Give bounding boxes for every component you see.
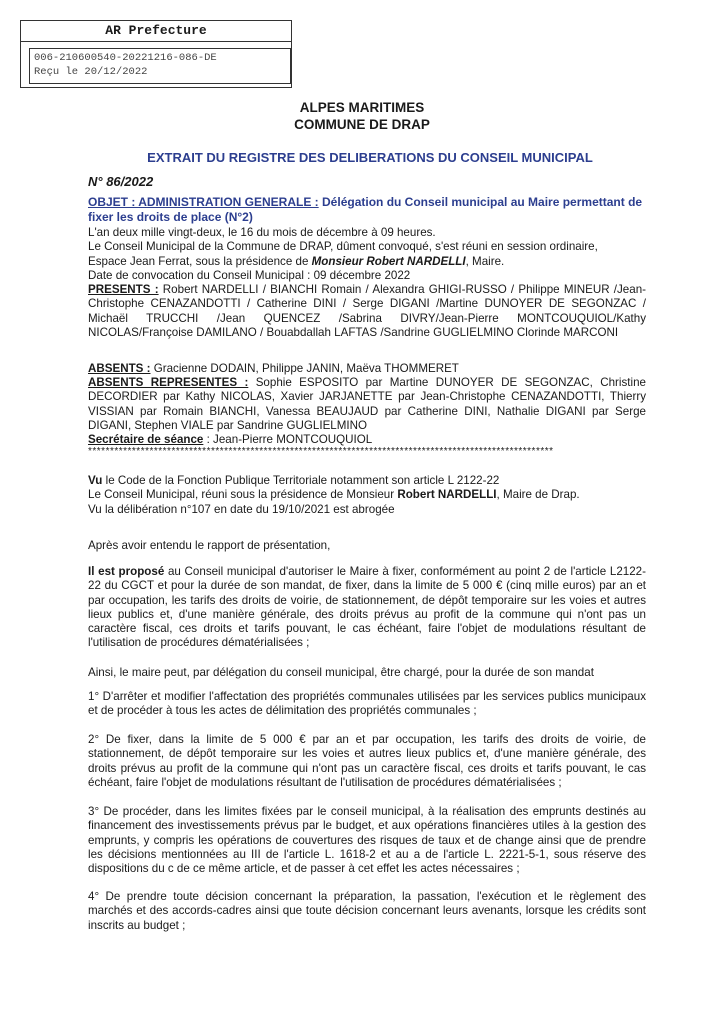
vu-line-1 (88, 474, 646, 488)
absents-block (88, 362, 646, 376)
council-line-1: Le Conseil Municipal de la Commune de DRAP, dûment convoqué, s'est réuni en session ordinaire, (88, 240, 598, 254)
proposal-lead: Il est proposé (88, 565, 165, 578)
absents-representes-block (88, 376, 646, 433)
vu-line-1-text: le Code de la Fonction Publique Territoriale notamment son article L 2122-22 (102, 474, 500, 487)
deliberation-number: N° 86/2022 (88, 174, 154, 189)
vu-block (88, 474, 646, 517)
commune-heading: COMMUNE DE DRAP (294, 117, 430, 132)
stamp-reference: 006-210600540-20221216-086-DE (34, 52, 217, 64)
document-title: EXTRAIT DU REGISTRE DES DELIBERATIONS DU CONSEIL MUNICIPAL (147, 150, 593, 165)
absents-text: Gracienne DODAIN, Philippe JANIN, Maëva THOMMERET (153, 362, 459, 375)
absents-representes-text: Sophie ESPOSITO par Martine DUNOYER DE SEGONZAC, Christine DECORDIER par Kathy NICOLAS, Xavier JARJANETTE par Jean-Christophe CENAZANDOTTI, Thierry VISSIAN par Romain BIANCHI, Vanessa BEAUJAUD par Catherine DINI, Nathalie DIGANI par Serge DIGANI, Stephen VIALE par Sandrine GUGLIELMINO (88, 376, 646, 432)
council-line-2-start: Espace Jean Ferrat, sous la présidence de (88, 254, 312, 268)
presents-block (88, 283, 646, 340)
vu-president-name: Robert NARDELLI (397, 488, 497, 502)
proposal-paragraph (88, 565, 646, 651)
absents-label: ABSENTS : (88, 362, 151, 375)
delegation-item-1: 1° D'arrêter et modifier l'affectation des propriétés communales utilisées par les services publics municipaux et de procéder à tous les actes de délimitation des propriétés communales ; (88, 690, 646, 718)
stamp-title: AR Prefecture (21, 21, 291, 42)
council-president: Monsieur Robert NARDELLI (311, 254, 466, 268)
council-line-2-end: , Maire. (465, 254, 505, 268)
objet-text: Délégation du Conseil municipal au Maire permettant de fixer les droits de place (N°2) (88, 195, 643, 224)
separator-line: ********************************************************************************************************** (88, 446, 554, 457)
prefecture-stamp (20, 20, 292, 88)
vu-line-2-start: Le Conseil Municipal, réuni sous la présidence de Monsieur (88, 488, 398, 502)
stamp-details (29, 48, 291, 84)
vu-label: Vu (88, 474, 103, 487)
delegation-item-2: 2° De fixer, dans la limite de 5 000 € par an et par occupation, les tarifs des droits de voirie, de stationnement, de dépôt temporaire sur les voies et autres lieux publics et, d'une manière générale, des droits prévus au profit de la commune qui n'ont pas un caractère fiscal, ces droits et tarifs pouvant, le cas échéant, faire l'objet de modulations résultant de l'utilisation de procédures dématérialisées ; (88, 733, 646, 789)
council-line-2 (88, 255, 646, 269)
vu-line-3: Vu la délibération n°107 en date du 19/10/2021 est abrogée (88, 502, 395, 516)
delegation-item-4: 4° De prendre toute décision concernant la préparation, la passation, l'exécution et le règlement des marchés et des accords-cadres ainsi que toute décision concernant leurs avenants, lorsque les crédits sont inscrits au budget ; (88, 890, 646, 932)
absents-representes-label: ABSENTS REPRESENTES : (88, 376, 249, 389)
secretaire-label: Secrétaire de séance (88, 433, 204, 446)
objet-block (88, 195, 646, 225)
rapport-line: Après avoir entendu le rapport de présentation, (88, 539, 331, 552)
proposal-text: au Conseil municipal d'autoriser le Maire à fixer, conformément au point 2 de l'article L2122-22 du CGCT et pour la durée de son mandat, de fixer, dans la limite de 5 000 € (cinq mille euros) par an et par occupation, les tarifs des droits de voirie, de stationnement, de dépôt temporaire sur les voies et autres lieux publics et, d'une manière générale, des droits prévus au profit de la commune qui n'ont pas un caractère fiscal, ces droits et tarifs pouvant, le cas échéant, faire l'objet de modulations résultant de l'utilisation de procédures dématérialisées ; (88, 565, 646, 650)
objet-label: OBJET : ADMINISTRATION GENERALE : (88, 195, 319, 209)
presents-label: PRESENTS : (88, 283, 159, 296)
intro-block (88, 226, 646, 283)
delegation-item-3: 3° De procéder, dans les limites fixées par le conseil municipal, à la réalisation des emprunts destinés au financement des investissements prévus par le budget, et aux opérations financières utiles à la gestion des emprunts, y compris les opérations de couvertures des risques de taux et de change ainsi que de prendre les décisions mentionnées au III de l'article L. 1618-2 et au a de l'article L. 2221-5-1, sous réserve des dispositions du c de ce même article, et de passer à cet effet les actes nécessaires ; (88, 805, 646, 876)
secretaire-text: : Jean-Pierre MONTCOUQUIOL (206, 433, 373, 446)
ainsi-line: Ainsi, le maire peut, par délégation du conseil municipal, être chargé, pour la durée de son mandat (88, 666, 594, 679)
vu-line-2 (88, 488, 646, 502)
convocation-date: Date de convocation du Conseil Municipal : 09 décembre 2022 (88, 268, 411, 282)
presents-text: Robert NARDELLI / BIANCHI Romain / Alexandra GHIGI-RUSSO / Philippe MINEUR /Jean-Christophe CENAZANDOTTI / Catherine DINI / Serge DIGANI /Martine DUNOYER DE SEGONZAC / Michaël TRUCCHI /Jean QUENCEZ /Sabrina DIVRY/Jean-Pierre MONTCOUQUIOL/Kathy NICOLAS/Françoise DAMILANO / Bouabdallah LAFTAS /Sandrine GUGLIELMINO Clorinde MARCONI (88, 283, 646, 339)
session-date: L'an deux mille vingt-deux, le 16 du mois de décembre à 09 heures. (88, 226, 436, 239)
vu-line-2-end: , Maire de Drap. (496, 488, 580, 502)
department-heading: ALPES MARITIMES (299, 100, 425, 115)
stamp-received-date: Reçu le 20/12/2022 (34, 66, 148, 78)
